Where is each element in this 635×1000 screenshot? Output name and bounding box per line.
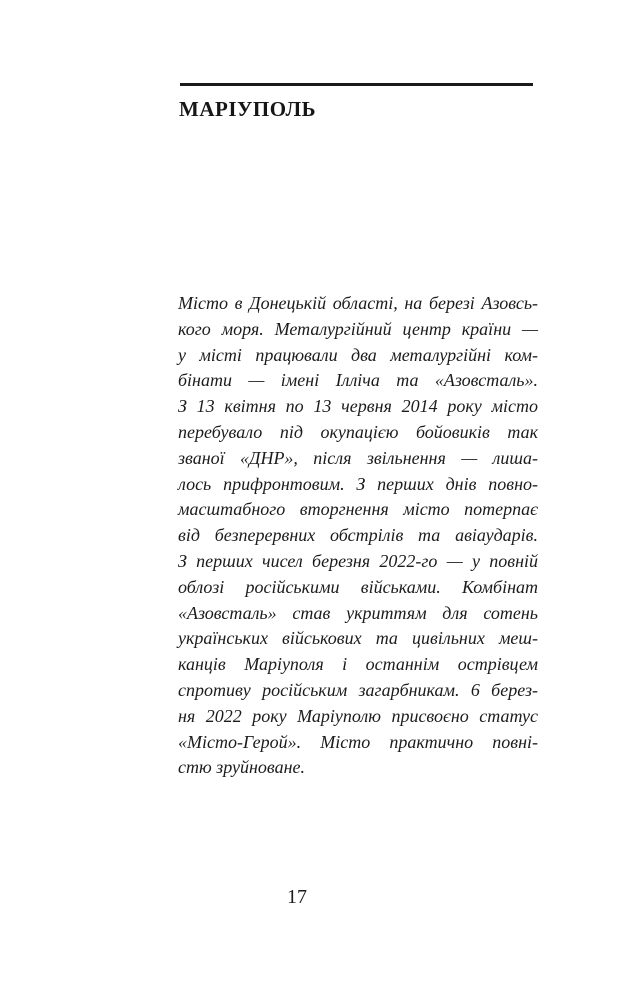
text-line: масштабного вторгнення місто потерпає [178,499,538,520]
text-line: З перших чисел березня 2022-го — у повній [178,550,538,571]
page-number: 17 [287,886,307,908]
chapter-divider-rule [180,83,533,86]
text-line: бінати — імені Ілліча та «Азовсталь». [178,370,538,391]
text-line: З 13 квітня по 13 червня 2014 року місто [178,396,538,417]
text-line: від безперервних обстрілів та авіаударів. [178,525,538,546]
text-line: кого моря. Металургійний центр країни — [178,318,538,339]
text-line: спротиву російським загарбникам. 6 берез- [178,679,538,700]
chapter-description [178,291,538,781]
text-line: ня 2022 року Маріуполю присвоєно статус [178,705,538,726]
text-line: лось прифронтовим. З перших днів повно- [178,473,538,494]
text-line: Місто в Донецькій області, на березі Азовсь- [178,293,538,313]
chapter-title: МАРІУПОЛЬ [179,97,317,121]
text-line: «Місто-Герой». Місто практично повні- [178,731,538,752]
text-line: перебувало під окупацією бойовиків так [178,421,538,442]
text-line: у місті працювали два металургійні ком- [178,344,538,365]
text-line: «Азовсталь» став укриттям для сотень [178,602,538,623]
text-line: званої «ДНР», після звільнення — лиша- [178,447,538,468]
text-line: стю зруйноване. [178,757,305,778]
text-line: облозі російськими військами. Комбінат [178,576,538,597]
text-line: канців Маріуполя і останнім острівцем [178,654,538,675]
text-line: українських військових та цивільних меш- [178,628,538,649]
